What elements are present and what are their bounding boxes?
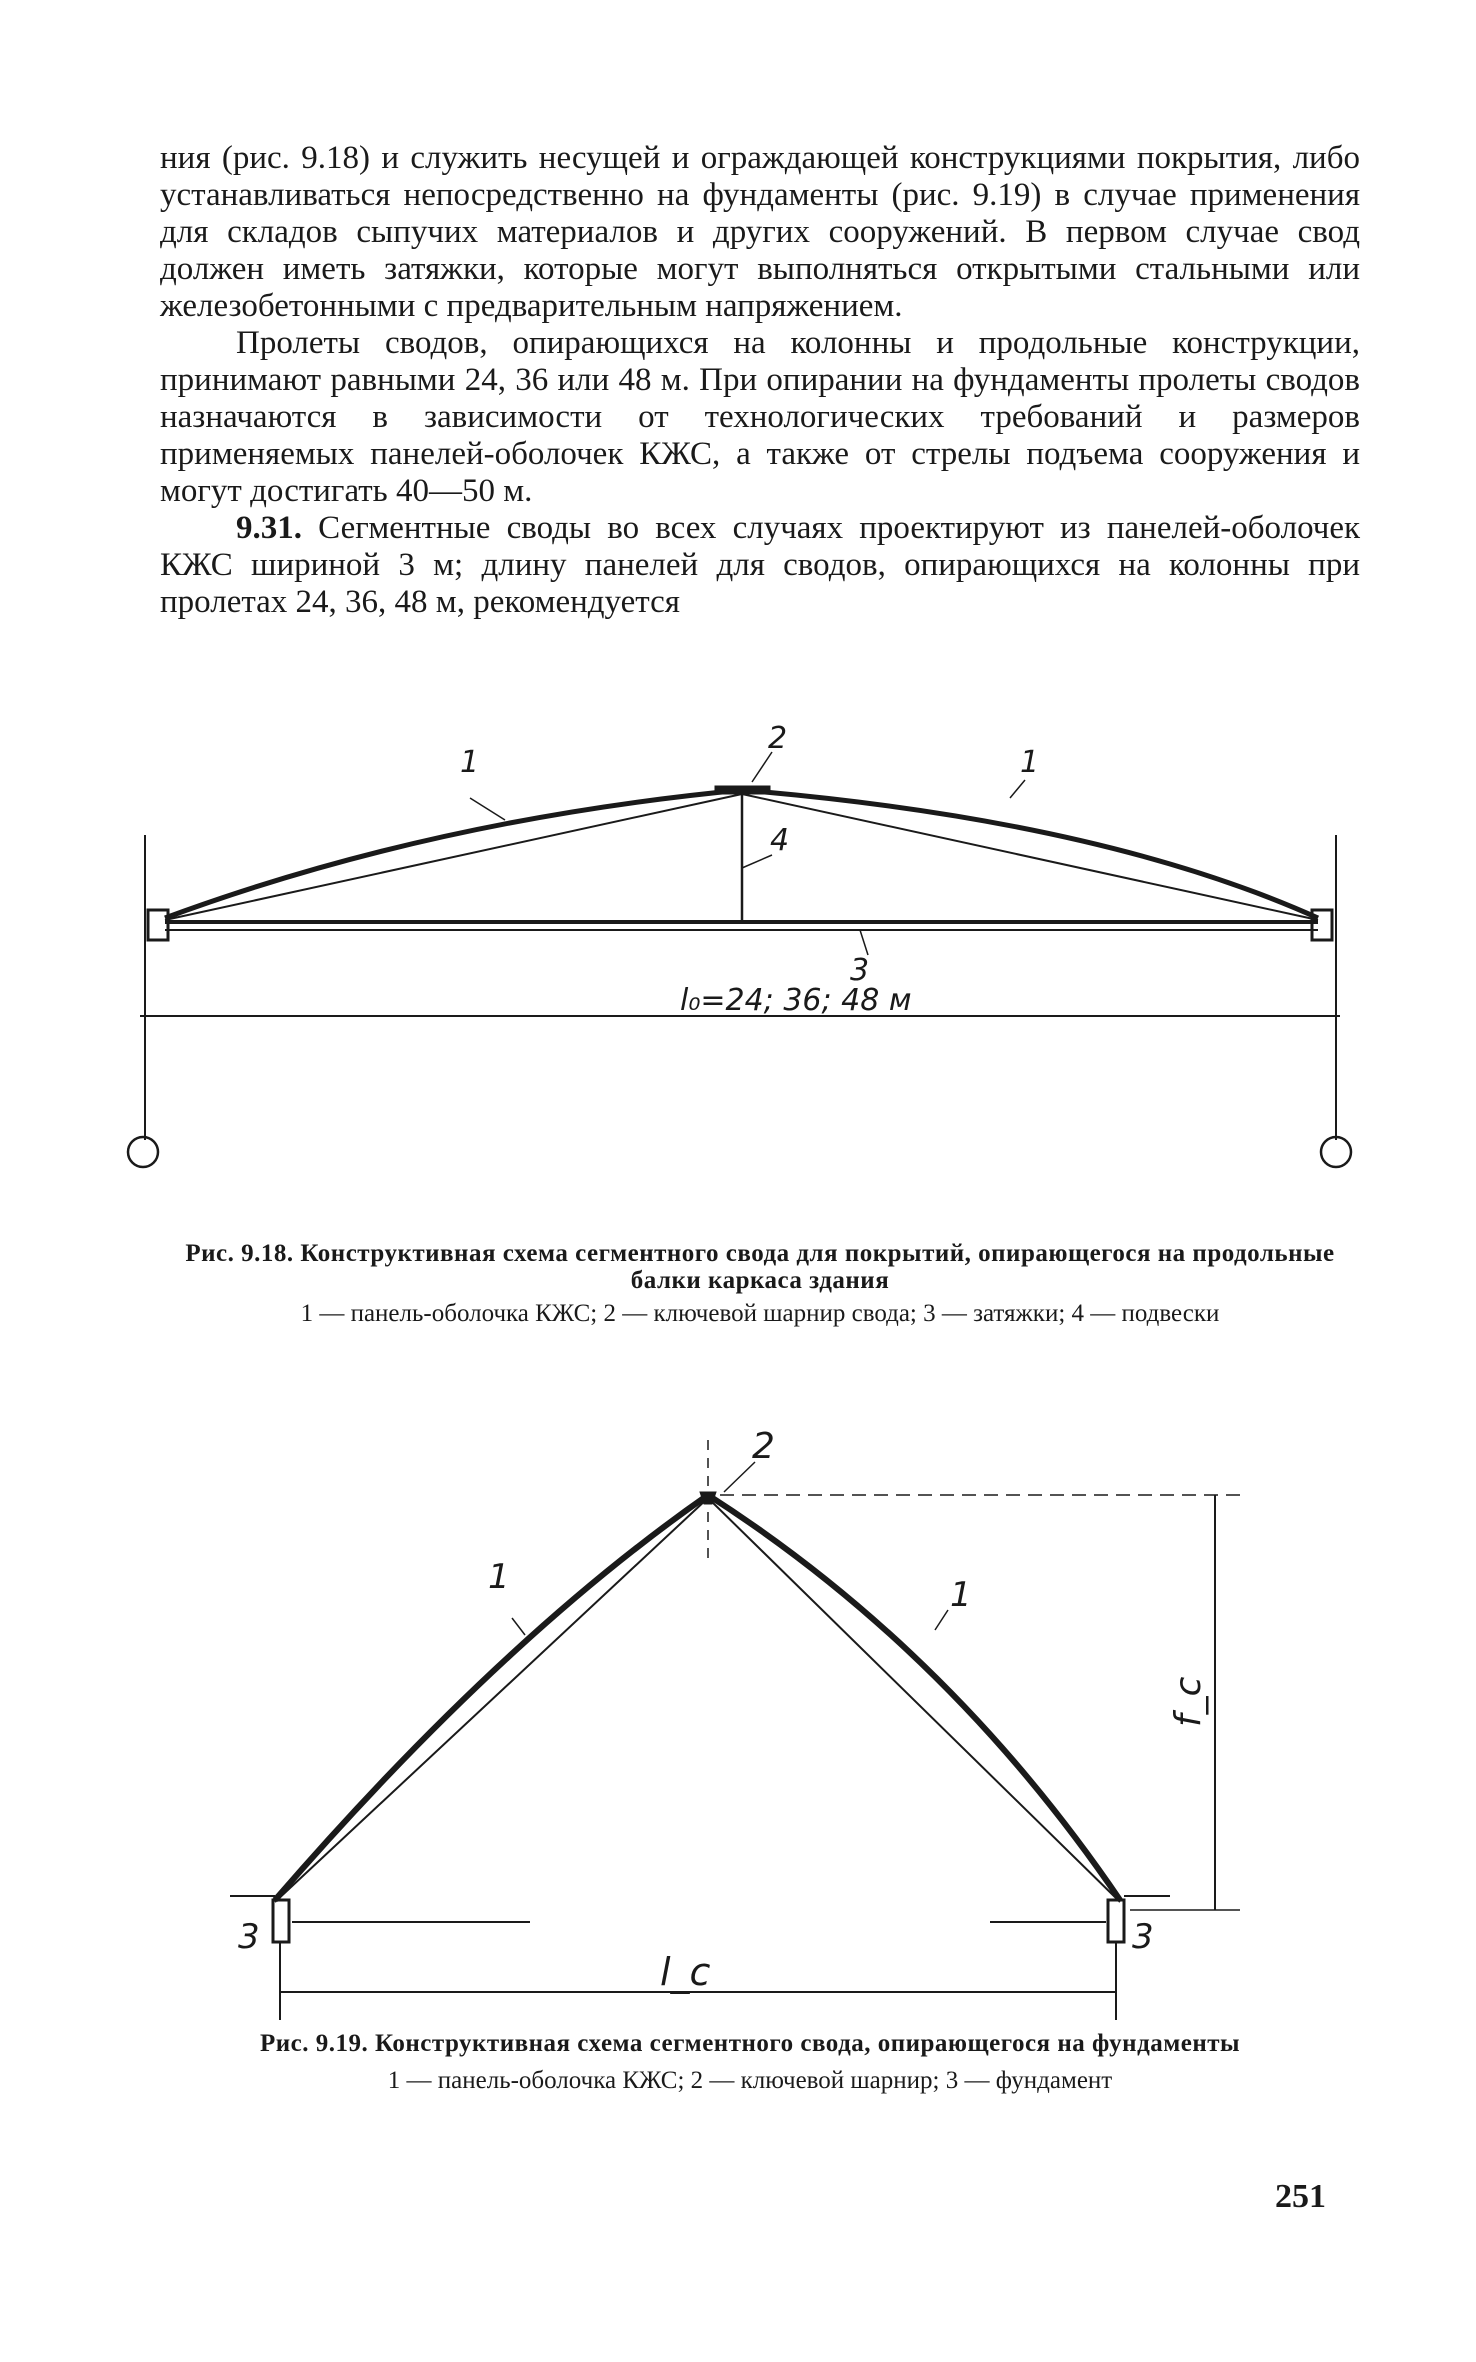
label-1-right: 1: [950, 1575, 972, 1615]
label-1-left: 1: [488, 1557, 510, 1597]
leader-3: [860, 930, 868, 955]
label-4: 4: [770, 823, 790, 858]
caption-9-19-number: Рис. 9.19.: [259, 2030, 369, 2057]
caption-9-18: [160, 1240, 1360, 1328]
paragraph-1: ния (рис. 9.18) и служить несущей и ограждающей конструкциями покрытия, либо устанавливаться непосредственно на фундаменты (рис. 9.19) в случае применения для складов сыпучих материалов и других сооружений. В первом случае свод должен иметь затяжки, которые могут выполняться открытыми стальными или железобетонными с предварительным напряжением.: [160, 140, 1360, 324]
left-arch: [275, 1495, 708, 1900]
right-foundation: [1108, 1900, 1124, 1942]
span-label: l₀=24; 36; 48 м: [680, 983, 912, 1018]
left-support: [148, 910, 168, 940]
figure-9-18-drawing: [0, 710, 1476, 1230]
caption-9-18-title: [160, 1240, 1360, 1294]
caption-9-19-title: [150, 2030, 1350, 2057]
span-label: l_c: [660, 1950, 711, 1994]
rise-label: f_c: [1168, 1676, 1209, 1727]
right-chord: [708, 1498, 1120, 1902]
label-1-left: 1: [460, 745, 480, 780]
key-hinge: [715, 786, 770, 794]
leader-1-left: [512, 1618, 525, 1635]
leader-1-right: [935, 1610, 948, 1630]
leader-2: [752, 752, 772, 782]
leader-4: [742, 855, 772, 868]
figure-9-19: [0, 1420, 1476, 2060]
paragraph-2: Пролеты сводов, опирающихся на колонны и продольные конструкции, принимают равными 24, 36 или 48 м. При опирании на фундаменты пролеты сводов назначаются в зависимости от технологических требований и размеров применяемых панелей-оболочек КЖС, а также от стрелы подъема сооружения и могут достигать 40—50 м.: [160, 325, 1360, 509]
right-chord: [742, 794, 1318, 920]
paragraph-3: [160, 510, 1360, 621]
leader-2: [724, 1462, 755, 1492]
caption-9-18-legend: 1 — панель-оболочка КЖС; 2 — ключевой шарнир свода; 3 — затяжки; 4 — подвески: [300, 1300, 1220, 1327]
caption-9-19-legend: 1 — панель-оболочка КЖС; 2 — ключевой шарнир; 3 — фундамент: [387, 2067, 1113, 2094]
leader-1-left: [470, 798, 505, 820]
caption-9-19-title-text: Конструктивная схема сегментного свода, опирающегося на фундаменты: [374, 2030, 1241, 2057]
figure-9-18: [0, 710, 1476, 1230]
leader-1-right: [1010, 780, 1025, 798]
label-2: 2: [768, 721, 788, 756]
section-number: 9.31.: [236, 510, 302, 546]
label-3-left: 3: [238, 1917, 260, 1957]
label-3-right: 3: [1132, 1917, 1154, 1957]
caption-9-19: [150, 2030, 1350, 2095]
left-chord: [165, 794, 742, 920]
left-axis-circle: [128, 1137, 158, 1167]
figure-9-19-drawing: [0, 1420, 1476, 2060]
label-2: 2: [752, 1426, 775, 1467]
paragraph-3-text: Сегментные своды во всех случаях проектируют из панелей-оболочек КЖС шириной 3 м; длину панелей для сводов, опирающихся на колонны при пролетах 24, 36, 48 м, рекомендуется: [160, 510, 1361, 620]
caption-9-18-number: Рис. 9.18.: [185, 1240, 294, 1267]
right-axis-circle: [1321, 1137, 1351, 1167]
label-3: 3: [850, 953, 870, 988]
left-foundation: [273, 1900, 289, 1942]
right-arch: [742, 790, 1318, 918]
left-arch: [165, 790, 742, 918]
label-1-right: 1: [1020, 745, 1040, 780]
right-arch: [708, 1495, 1120, 1900]
caption-9-18-title-text: Конструктивная схема сегментного свода для покрытий, опирающегося на продольные балки каркаса здания: [300, 1240, 1335, 1294]
body-text: [160, 140, 1360, 621]
page-number: 251: [1275, 2178, 1326, 2215]
